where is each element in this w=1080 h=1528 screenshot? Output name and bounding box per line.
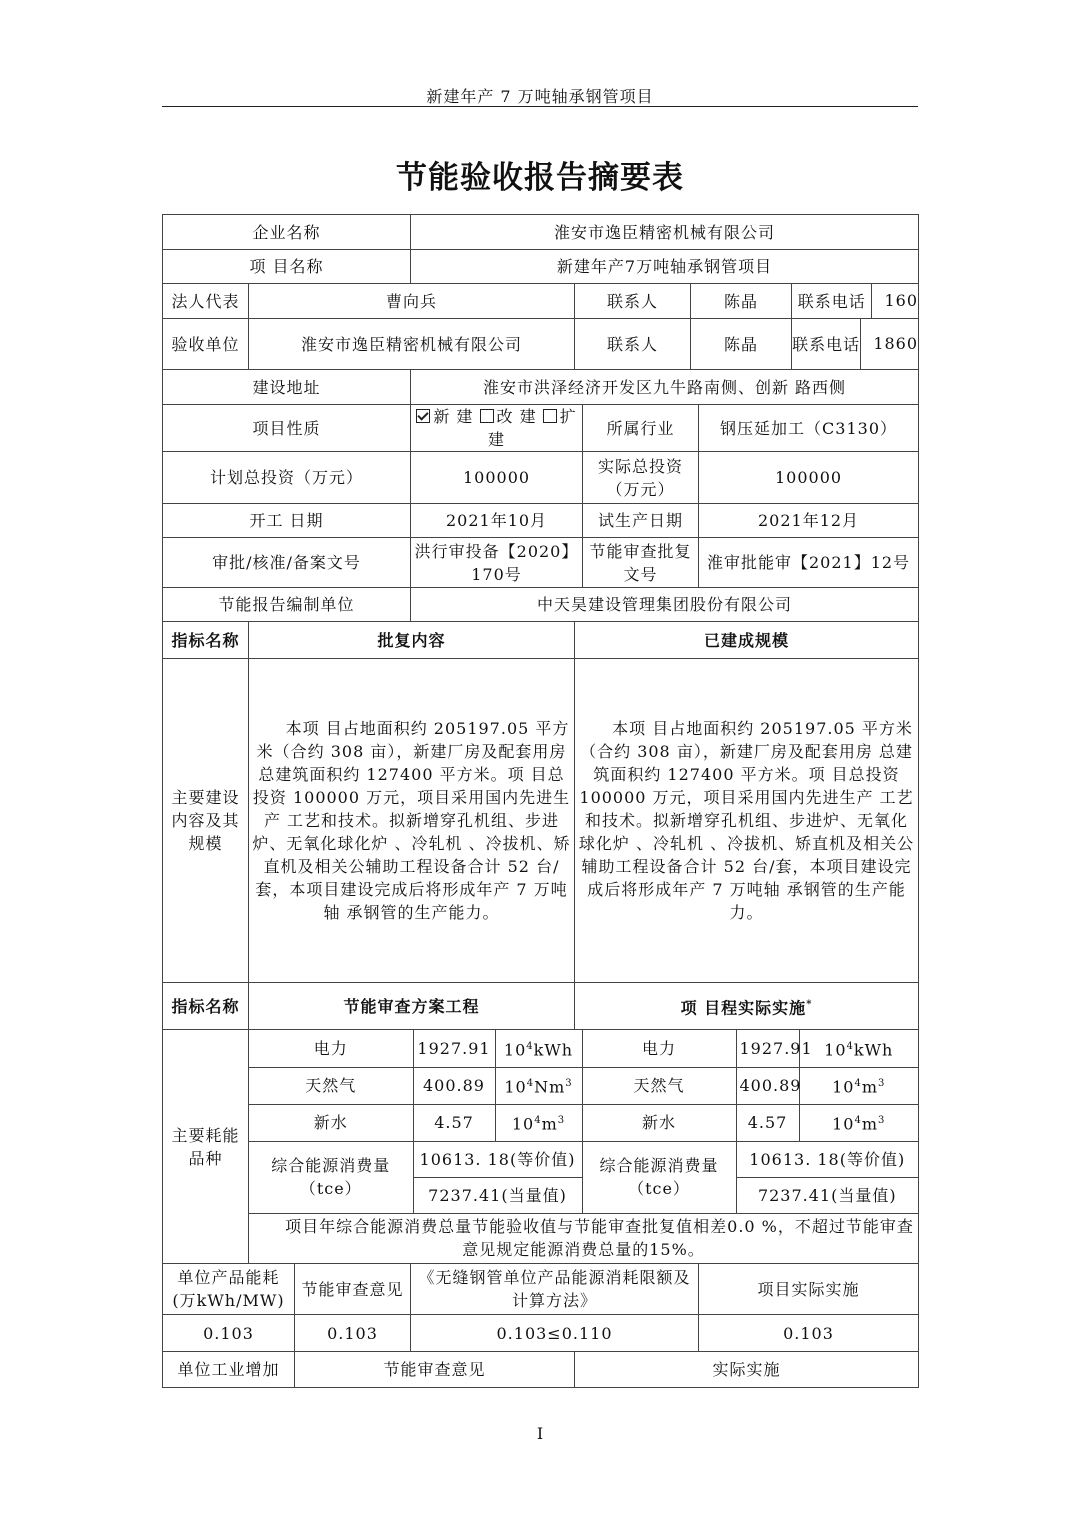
row-approval (163, 538, 919, 588)
actual-investment-value: 100000 (699, 452, 919, 504)
industry-value: 钢压延加工（C3130） (699, 405, 919, 452)
unit-consumption-value-2: 0.103 (295, 1315, 411, 1352)
row-scope-header (163, 622, 919, 659)
combined-energy-label-plan: 综合能源消费量（tce） (249, 1141, 413, 1213)
trial-date-value: 2021年12月 (699, 504, 919, 538)
unit-value-added-label: 单位工业增加 (163, 1352, 295, 1388)
unit-value-added-review-header: 节能审查意见 (295, 1352, 575, 1388)
running-header: 新建年产 7 万吨轴承钢管项目 (426, 87, 654, 106)
row-address (163, 370, 919, 405)
energy-item-plan-value: 1927.91 (413, 1030, 495, 1067)
contact-value-2: 陈晶 (691, 319, 792, 370)
row-unit-consumption-values (163, 1315, 919, 1352)
page-number: I (536, 1424, 544, 1443)
phone-cell-1 (792, 284, 919, 319)
energy-detail-table (249, 1030, 918, 1263)
energy-item-plan-unit: $10^4kWh$ (495, 1030, 582, 1067)
trial-date-label: 试生产日期 (583, 504, 699, 538)
phone-label-2: 联系电话 (792, 334, 861, 354)
energy-actual-header: 项 目程实际实施* (575, 983, 919, 1030)
actual-equivalent-value: 10613. 18(等价值) (736, 1141, 918, 1177)
row-nature (163, 405, 919, 452)
company-label: 企业名称 (163, 215, 411, 250)
actual-investment-label: 实际总投资（万元） (583, 452, 699, 504)
energy-item-name-actual: 电力 (582, 1030, 736, 1067)
energy-item-row (249, 1067, 918, 1104)
scope-approved-text: 本项 目占地面积约 205197.05 平方米（合约 308 亩），新建厂房及配套用房 总建筑面积约 127400 平方米。项 目总投资 100000 万元，项目采用国内先进生产 工艺和技术。拟新增穿孔机组、步进炉、无氧化球化炉 、冷轧机 、冷拔机、矫直机及相关公辅助工程设备合计 52 台/套，本项目建设完成后将形成年产 7 万吨轴 承钢管的生产能力。 (249, 659, 575, 983)
header-rule (162, 106, 918, 107)
nature-label: 项目性质 (163, 405, 411, 452)
summary-table (162, 214, 919, 1388)
unit-consumption-actual-header: 项目实际实施 (699, 1264, 919, 1315)
energy-item-name: 电力 (249, 1030, 413, 1067)
row-scope-content (163, 659, 919, 983)
energy-conclusion-row (249, 1213, 918, 1263)
energy-item-plan-unit: $10^4Nm^3$ (495, 1067, 582, 1104)
energy-review-no-value: 淮审批能审【2021】12号 (699, 538, 919, 588)
row-dates (163, 504, 919, 538)
nature-option-expand: 扩 建 (488, 407, 577, 449)
planned-investment-value: 100000 (411, 452, 583, 504)
start-date-value: 2021年10月 (411, 504, 583, 538)
checked-box-icon (416, 409, 430, 423)
row-project (163, 250, 919, 284)
energy-item-row (249, 1104, 918, 1141)
industry-label: 所属行业 (583, 405, 699, 452)
contact-label-2: 联系人 (575, 319, 691, 370)
scope-built-text: 本项 目占地面积约 205197.05 平方米（合约 308 亩），新建厂房及配套用房 总建筑面积约 127400 平方米。项 目总投资 100000 万元，项目采用国内先进生产 工艺和技术。拟新增穿孔机组、步进炉、无氧化球化炉 、冷轧机 、冷拔机、矫直机及相关公辅助工程设备合计 52 台/套，本项目建设完成后将形成年产 7 万吨轴 承钢管的生产能力。 (575, 659, 919, 983)
energy-item-actual-unit: $10^4m^3$ (799, 1104, 918, 1141)
unit-consumption-value-4: 0.103 (699, 1315, 919, 1352)
address-value: 淮安市洪泽经济开发区九牛路南侧、创新 路西侧 (411, 370, 919, 405)
scope-approved-header: 批复内容 (249, 622, 575, 659)
energy-item-actual-unit: $10^4kWh$ (799, 1030, 918, 1067)
row-unit-value-added (163, 1352, 919, 1388)
energy-conclusion: 项目年综合能源消费总量节能验收值与节能审查批复值相差0.0 %，不超过节能审查意见规定能源消费总量的15%。 (249, 1213, 918, 1263)
actual-current-value: 7237.41(当量值) (736, 1177, 918, 1213)
energy-row-label: 主要耗能品种 (163, 1030, 249, 1264)
energy-item-plan-value: 4.57 (413, 1104, 495, 1141)
energy-detail-cell (249, 1030, 919, 1264)
scope-index-label: 指标名称 (163, 622, 249, 659)
plan-current-value: 7237.41(当量值) (413, 1177, 582, 1213)
row-energy-block (163, 1030, 919, 1264)
unit-consumption-review-header: 节能审查意见 (295, 1264, 411, 1315)
unit-consumption-label: 单位产品能耗(万kWh/MW) (163, 1264, 295, 1315)
approval-no-value: 洪行审投备【2020】170号 (411, 538, 583, 588)
acceptance-label: 验收单位 (163, 319, 249, 370)
row-legal-rep (163, 284, 919, 319)
energy-item-name-actual: 天然气 (582, 1067, 736, 1104)
planned-investment-label: 计划总投资（万元） (163, 452, 411, 504)
energy-plan-header: 节能审查方案工程 (249, 983, 575, 1030)
start-date-label: 开工 日期 (163, 504, 411, 538)
row-unit-consumption-header (163, 1264, 919, 1315)
energy-review-no-label: 节能审查批复文号 (583, 538, 699, 588)
energy-index-label: 指标名称 (163, 983, 249, 1030)
energy-item-actual-value: 400.89 (736, 1067, 799, 1104)
contact-label-1: 联系人 (575, 284, 691, 319)
energy-item-row (249, 1030, 918, 1067)
phone-cell-2 (792, 319, 919, 370)
project-label: 项 目名称 (163, 250, 411, 284)
address-label: 建设地址 (163, 370, 411, 405)
legal-rep-value: 曹向兵 (249, 284, 575, 319)
phone-value-2: 1860 (860, 319, 918, 369)
report-unit-value: 中天昊建设管理集团股份有限公司 (411, 588, 919, 622)
energy-item-actual-value: 4.57 (736, 1104, 799, 1141)
checkbox-icon (543, 409, 557, 423)
unit-consumption-value-3: 0.103≤0.110 (411, 1315, 699, 1352)
energy-item-plan-unit: $10^4m^3$ (495, 1104, 582, 1141)
energy-item-plan-value: 400.89 (413, 1067, 495, 1104)
checkbox-icon (480, 409, 494, 423)
energy-item-actual-unit: $10^4m^3$ (799, 1067, 918, 1104)
row-energy-header (163, 983, 919, 1030)
energy-item-name-actual: 新水 (582, 1104, 736, 1141)
report-unit-label: 节能报告编制单位 (163, 588, 411, 622)
energy-item-name: 天然气 (249, 1067, 413, 1104)
row-company (163, 215, 919, 250)
phone-label-1: 联系电话 (797, 291, 866, 311)
phone-value-1: 160 (871, 284, 918, 318)
plan-equivalent-value: 10613. 18(等价值) (413, 1141, 582, 1177)
unit-value-added-actual-header: 实际实施 (575, 1352, 919, 1388)
unit-consumption-standard-header: 《无缝钢管单位产品能源消耗限额及计算方法》 (411, 1264, 699, 1315)
legal-rep-label: 法人代表 (163, 284, 249, 319)
combined-energy-label-actual: 综合能源消费量（tce） (582, 1141, 736, 1213)
row-report-unit (163, 588, 919, 622)
combined-energy-row (249, 1141, 918, 1177)
energy-item-actual-value: 1927.91 (736, 1030, 799, 1067)
page-title: 节能验收报告摘要表 (396, 160, 684, 196)
company-value: 淮安市逸臣精密机械有限公司 (411, 215, 919, 250)
unit-consumption-value-1: 0.103 (163, 1315, 295, 1352)
energy-item-name: 新水 (249, 1104, 413, 1141)
row-acceptance (163, 319, 919, 370)
acceptance-value: 淮安市逸臣精密机械有限公司 (249, 319, 575, 370)
nature-options (411, 405, 583, 452)
nature-option-new: 新 建 (433, 407, 474, 426)
approval-no-label: 审批/核准/备案文号 (163, 538, 411, 588)
nature-option-rebuild: 改 建 (496, 407, 537, 426)
scope-row-label: 主要建设内容及其规模 (163, 659, 249, 983)
row-investment (163, 452, 919, 504)
contact-value-1: 陈晶 (691, 284, 792, 319)
scope-built-header: 已建成规模 (575, 622, 919, 659)
project-value: 新建年产7万吨轴承钢管项目 (411, 250, 919, 284)
